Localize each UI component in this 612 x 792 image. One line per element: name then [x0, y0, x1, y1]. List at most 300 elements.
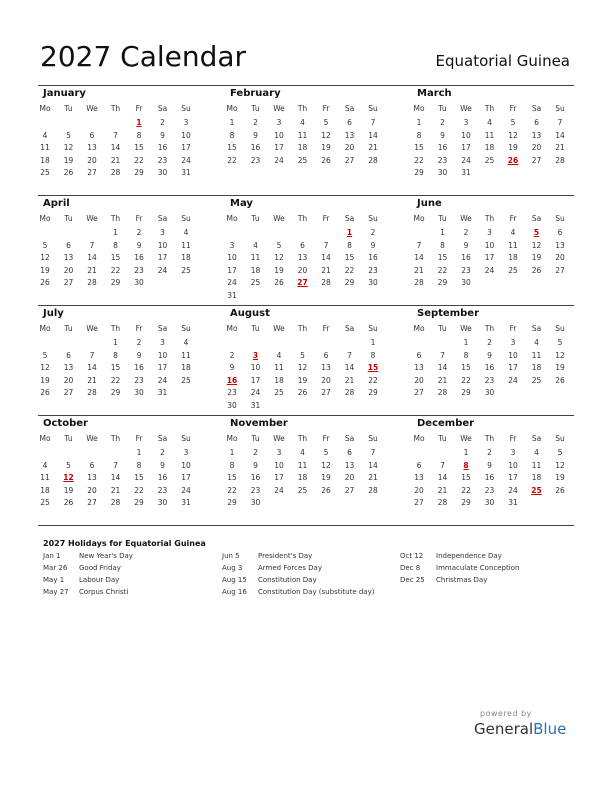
holiday-date: Aug 15	[222, 576, 247, 584]
holiday-name: Christmas Day	[436, 576, 488, 584]
weekday-header: Th	[297, 324, 308, 333]
day-cell: 5	[300, 350, 305, 360]
day-cell: 3	[183, 118, 189, 127]
day-cell: 25	[297, 485, 308, 495]
day-cell: 9	[253, 130, 258, 140]
day-cell: 11	[40, 473, 50, 482]
day-cell: 17	[508, 363, 518, 372]
month-march	[412, 86, 574, 194]
day-cell: 6	[534, 118, 539, 127]
day-cell: 6	[347, 448, 352, 457]
weekday-header: Fr	[322, 434, 330, 443]
weekday-header: Fr	[509, 104, 517, 113]
day-cell: 19	[63, 155, 74, 165]
holiday-date: Aug 3	[222, 564, 243, 572]
day-cell: 10	[181, 130, 191, 140]
day-cell: 29	[344, 278, 355, 287]
weekday-header: Fr	[322, 104, 330, 113]
day-cell: 20	[344, 143, 355, 152]
weekday-header: Fr	[509, 214, 517, 223]
day-cell: 10	[274, 130, 284, 140]
day-cell: 16	[250, 143, 261, 152]
day-cell: 23	[227, 388, 237, 397]
day-cell: 5	[66, 130, 71, 140]
day-cell: 13	[531, 130, 542, 140]
day-cell: 21	[414, 265, 424, 275]
day-cell: 3	[276, 118, 282, 127]
day-cell: 10	[461, 130, 471, 140]
day-cell: 19	[274, 265, 284, 275]
holiday-item	[43, 552, 218, 564]
weekday-header: Tu	[64, 214, 73, 223]
holiday-day: 26	[507, 155, 519, 165]
day-cell: 28	[87, 388, 97, 397]
day-cell: 6	[66, 350, 71, 360]
day-cell: 19	[63, 485, 74, 495]
weekday-header: We	[273, 434, 285, 443]
day-cell: 13	[344, 130, 355, 140]
day-cell: 22	[368, 375, 378, 385]
holiday-column	[400, 552, 575, 588]
weekday-header: Sa	[344, 104, 355, 113]
day-cell: 5	[557, 448, 563, 457]
holidays-title: 2027 Holidays for Equatorial Guinea	[43, 539, 206, 548]
day-cell: 24	[181, 485, 191, 495]
day-cell: 2	[229, 350, 235, 360]
day-cell: 16	[461, 253, 471, 262]
day-cell: 24	[508, 485, 518, 495]
month-name: September	[417, 308, 479, 319]
day-cell: 28	[110, 498, 121, 507]
weekday-header: Th	[297, 214, 308, 223]
month-name: August	[230, 308, 270, 319]
day-cell: 16	[134, 363, 144, 372]
day-cell: 22	[110, 265, 121, 275]
day-cell: 28	[110, 168, 121, 177]
day-cell: 9	[160, 460, 165, 470]
day-cell: 27	[344, 155, 355, 165]
day-cell: 5	[276, 240, 282, 250]
day-cell: 27	[63, 388, 74, 397]
day-cell: 26	[40, 388, 50, 397]
day-cell: 16	[437, 143, 448, 152]
holiday-day: 12	[63, 473, 74, 482]
day-cell: 31	[461, 168, 471, 177]
day-cell: 10	[508, 460, 518, 470]
day-cell: 17	[508, 473, 518, 482]
weekday-header: We	[86, 214, 98, 223]
weekday-header: Su	[555, 324, 565, 333]
day-cell: 19	[40, 265, 50, 275]
weekday-header: Sa	[344, 324, 355, 333]
day-cell: 17	[227, 265, 237, 275]
day-cell: 25	[297, 155, 308, 165]
day-cell: 14	[368, 130, 378, 140]
day-cell: 30	[368, 278, 378, 287]
weekday-header: Th	[297, 104, 308, 113]
day-cell: 7	[557, 118, 563, 127]
day-cell: 11	[181, 350, 191, 360]
holiday-date: Jun 5	[222, 552, 240, 560]
day-cell: 24	[508, 375, 518, 385]
day-cell: 3	[229, 240, 235, 250]
day-cell: 21	[110, 155, 121, 165]
day-cell: 13	[555, 240, 565, 250]
day-cell: 13	[87, 143, 97, 152]
weekday-header: Th	[484, 324, 495, 333]
weekday-header: Tu	[251, 324, 260, 333]
holiday-item	[222, 576, 397, 588]
month-july	[38, 306, 200, 414]
day-cell: 8	[229, 130, 235, 140]
day-cell: 7	[323, 240, 329, 250]
day-cell: 29	[110, 278, 121, 287]
day-cell: 29	[368, 388, 378, 397]
day-cell: 21	[368, 143, 378, 152]
day-cell: 8	[136, 130, 142, 140]
quarter-row-3	[38, 305, 574, 415]
day-cell: 21	[87, 265, 97, 275]
day-cell: 30	[157, 168, 168, 177]
holiday-day: 1	[346, 228, 353, 237]
day-cell: 1	[463, 448, 469, 457]
month-name: March	[417, 88, 452, 99]
weekday-header: Mo	[39, 324, 51, 333]
holiday-item	[43, 564, 218, 576]
day-cell: 7	[347, 350, 352, 360]
day-cell: 6	[557, 228, 563, 237]
day-cell: 31	[227, 290, 237, 300]
day-cell: 13	[63, 253, 74, 262]
weekday-header: Th	[110, 324, 121, 333]
day-cell: 3	[160, 228, 165, 237]
weekday-header: Th	[484, 434, 495, 443]
day-cell: 2	[370, 228, 376, 237]
day-cell: 14	[368, 460, 378, 470]
day-cell: 12	[555, 460, 565, 470]
day-cell: 2	[487, 448, 492, 457]
holiday-item	[400, 576, 575, 588]
day-cell: 17	[181, 143, 191, 152]
day-cell: 22	[437, 265, 448, 275]
weekday-header: Sa	[344, 214, 355, 223]
weekday-header: Th	[110, 434, 121, 443]
weekday-header: Mo	[413, 434, 425, 443]
day-cell: 24	[181, 155, 191, 165]
holiday-date: Oct 12	[400, 552, 424, 560]
day-cell: 14	[110, 473, 121, 482]
month-name: February	[230, 88, 281, 99]
day-cell: 22	[110, 375, 121, 385]
day-cell: 15	[110, 253, 121, 262]
day-cell: 10	[484, 240, 495, 250]
holiday-item	[222, 564, 397, 576]
weekday-header: Tu	[64, 324, 73, 333]
weekday-header: Th	[110, 214, 121, 223]
weekday-header: Fr	[135, 214, 143, 223]
day-cell: 29	[227, 498, 237, 507]
day-cell: 4	[276, 350, 282, 360]
day-cell: 9	[229, 363, 235, 372]
day-cell: 30	[157, 498, 168, 507]
weekday-header: Fr	[135, 324, 143, 333]
day-cell: 20	[63, 265, 74, 275]
holiday-item	[222, 552, 397, 564]
holiday-date: May 1	[43, 576, 65, 584]
day-cell: 5	[323, 448, 329, 457]
day-cell: 20	[344, 473, 355, 482]
month-february	[225, 86, 387, 194]
day-cell: 23	[134, 265, 144, 275]
day-cell: 12	[297, 363, 308, 372]
day-cell: 21	[344, 375, 355, 385]
calendar-grid	[38, 85, 574, 525]
day-cell: 4	[510, 228, 516, 237]
day-cell: 6	[323, 350, 329, 360]
holiday-item	[43, 576, 218, 588]
day-cell: 12	[40, 253, 50, 262]
day-cell: 13	[344, 460, 355, 470]
divider	[38, 525, 574, 526]
holiday-date: Jan 1	[43, 552, 61, 560]
day-cell: 20	[87, 485, 97, 495]
day-cell: 20	[87, 155, 97, 165]
day-cell: 11	[181, 240, 191, 250]
day-cell: 15	[227, 143, 237, 152]
weekday-header: Fr	[135, 434, 143, 443]
day-cell: 9	[370, 240, 376, 250]
day-cell: 11	[297, 130, 308, 140]
holiday-item	[222, 588, 397, 600]
day-cell: 19	[297, 375, 308, 385]
day-cell: 20	[531, 143, 542, 152]
day-cell: 10	[508, 350, 518, 360]
day-cell: 9	[463, 240, 469, 250]
day-cell: 20	[555, 253, 565, 262]
day-cell: 2	[160, 118, 165, 127]
day-cell: 11	[274, 363, 284, 372]
day-cell: 17	[274, 143, 284, 152]
weekday-header: Tu	[438, 324, 447, 333]
day-cell: 17	[157, 363, 168, 372]
month-november	[225, 416, 387, 524]
day-cell: 26	[63, 168, 74, 177]
day-cell: 8	[229, 460, 235, 470]
day-cell: 28	[321, 278, 331, 287]
day-cell: 6	[416, 460, 422, 470]
day-cell: 29	[461, 388, 471, 397]
holiday-column	[43, 552, 218, 600]
weekday-header: Fr	[322, 214, 330, 223]
day-cell: 8	[463, 350, 469, 360]
day-cell: 2	[463, 228, 469, 237]
day-cell: 21	[437, 485, 448, 495]
day-cell: 7	[89, 350, 95, 360]
day-cell: 6	[89, 460, 95, 470]
day-cell: 17	[484, 253, 495, 262]
day-cell: 26	[555, 485, 565, 495]
weekday-header: We	[460, 104, 472, 113]
day-cell: 10	[157, 240, 168, 250]
day-cell: 8	[416, 130, 422, 140]
weekday-header: Su	[368, 434, 378, 443]
day-cell: 7	[416, 240, 422, 250]
holiday-name: New Year's Day	[79, 552, 133, 560]
month-april	[38, 196, 200, 304]
day-cell: 27	[414, 498, 424, 507]
month-name: December	[417, 418, 475, 429]
generalblue-logo[interactable]	[474, 720, 566, 738]
day-cell: 19	[321, 473, 331, 482]
weekday-header: Sa	[531, 104, 542, 113]
day-cell: 13	[414, 473, 424, 482]
weekday-header: Sa	[157, 214, 168, 223]
day-cell: 14	[87, 253, 97, 262]
day-cell: 20	[297, 265, 308, 275]
day-cell: 5	[66, 460, 71, 470]
day-cell: 12	[274, 253, 284, 262]
day-cell: 22	[461, 375, 471, 385]
day-cell: 9	[160, 130, 165, 140]
weekday-header: Su	[555, 434, 565, 443]
day-cell: 7	[113, 130, 118, 140]
month-name: October	[43, 418, 88, 429]
day-cell: 7	[370, 448, 376, 457]
weekday-header: Fr	[509, 324, 517, 333]
holiday-day: 27	[297, 278, 308, 287]
day-cell: 23	[134, 375, 144, 385]
weekday-header: Tu	[64, 104, 73, 113]
day-cell: 15	[134, 143, 144, 152]
weekday-header: Mo	[413, 104, 425, 113]
month-december	[412, 416, 574, 524]
day-cell: 17	[181, 473, 191, 482]
day-cell: 1	[113, 228, 118, 237]
day-cell: 3	[510, 448, 516, 457]
day-cell: 9	[487, 350, 492, 360]
weekday-header: Su	[368, 104, 378, 113]
holiday-day: 3	[252, 350, 259, 360]
weekday-header: Mo	[39, 214, 51, 223]
day-cell: 3	[487, 228, 492, 237]
weekday-header: Su	[368, 324, 378, 333]
day-cell: 7	[89, 240, 95, 250]
brand-blue: Blue	[533, 720, 567, 738]
holiday-date: Mar 26	[43, 564, 68, 572]
day-cell: 22	[134, 155, 144, 165]
day-cell: 5	[42, 240, 48, 250]
weekday-header: Sa	[531, 434, 542, 443]
day-cell: 4	[42, 130, 48, 140]
day-cell: 1	[463, 338, 469, 347]
day-cell: 20	[63, 375, 74, 385]
day-cell: 21	[368, 473, 378, 482]
weekday-header: Mo	[226, 214, 238, 223]
day-cell: 24	[250, 388, 261, 397]
holiday-name: Corpus Christi	[79, 588, 129, 596]
holiday-day: 8	[463, 460, 469, 470]
day-cell: 2	[253, 448, 258, 457]
weekday-header: We	[460, 324, 472, 333]
day-cell: 15	[227, 473, 237, 482]
day-cell: 18	[531, 473, 542, 482]
weekday-header: Fr	[135, 104, 143, 113]
page-title: 2027 Calendar	[40, 40, 247, 73]
day-cell: 10	[274, 460, 284, 470]
day-cell: 11	[531, 460, 542, 470]
weekday-header: Sa	[531, 324, 542, 333]
day-cell: 23	[250, 155, 261, 165]
day-cell: 20	[414, 375, 424, 385]
day-cell: 13	[414, 363, 424, 372]
day-cell: 27	[87, 168, 97, 177]
day-cell: 14	[437, 363, 448, 372]
month-name: June	[417, 198, 442, 209]
day-cell: 2	[253, 118, 258, 127]
weekday-header: Fr	[322, 324, 330, 333]
day-cell: 25	[250, 278, 261, 287]
day-cell: 23	[484, 485, 495, 495]
day-cell: 19	[321, 143, 331, 152]
day-cell: 17	[157, 253, 168, 262]
weekday-header: Sa	[157, 324, 168, 333]
day-cell: 28	[437, 388, 448, 397]
day-cell: 27	[63, 278, 74, 287]
day-cell: 8	[370, 350, 376, 360]
day-cell: 14	[321, 253, 331, 262]
holiday-name: Constitution Day	[258, 576, 317, 584]
day-cell: 30	[484, 388, 495, 397]
day-cell: 23	[157, 155, 168, 165]
day-cell: 18	[40, 155, 50, 165]
day-cell: 15	[461, 363, 471, 372]
day-cell: 29	[134, 498, 144, 507]
holiday-item	[400, 564, 575, 576]
weekday-header: We	[86, 434, 98, 443]
day-cell: 6	[416, 350, 422, 360]
day-cell: 18	[274, 375, 284, 385]
day-cell: 1	[136, 448, 142, 457]
holiday-name: Labour Day	[79, 576, 120, 584]
day-cell: 3	[276, 448, 282, 457]
day-cell: 4	[300, 448, 305, 457]
day-cell: 26	[321, 155, 331, 165]
day-cell: 25	[181, 375, 191, 385]
day-cell: 22	[227, 155, 237, 165]
day-cell: 28	[368, 155, 378, 165]
day-cell: 18	[181, 363, 191, 372]
weekday-header: We	[273, 324, 285, 333]
day-cell: 21	[321, 265, 331, 275]
day-cell: 3	[160, 338, 165, 347]
day-cell: 22	[344, 265, 355, 275]
day-cell: 30	[484, 498, 495, 507]
weekday-header: We	[460, 434, 472, 443]
day-cell: 15	[134, 473, 144, 482]
day-cell: 30	[437, 168, 448, 177]
month-name: November	[230, 418, 288, 429]
day-cell: 7	[370, 118, 376, 127]
weekday-header: Mo	[413, 324, 425, 333]
day-cell: 16	[134, 253, 144, 262]
day-cell: 10	[181, 460, 191, 470]
day-cell: 24	[274, 155, 284, 165]
day-cell: 2	[136, 228, 142, 237]
weekday-header: Su	[368, 214, 378, 223]
day-cell: 9	[487, 460, 492, 470]
weekday-header: Sa	[531, 214, 542, 223]
day-cell: 23	[157, 485, 168, 495]
